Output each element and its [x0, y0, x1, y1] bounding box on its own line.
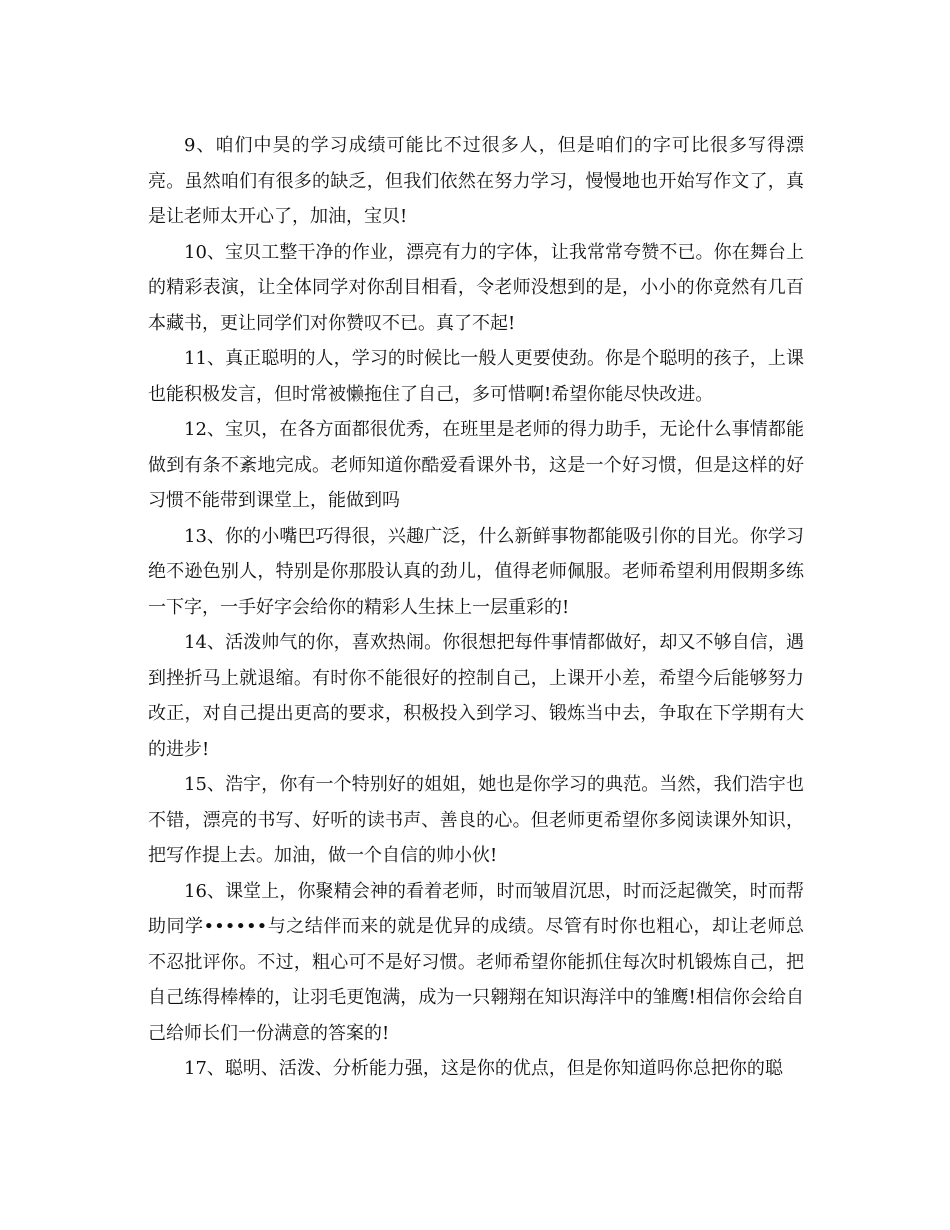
comment-paragraph-10: 10、宝贝工整干净的作业，漂亮有力的字体，让我常常夸赞不已。你在舞台上的精彩表演，让全体同学对你刮目相看，令老师没想到的是，小小的你竟然有几百本藏书，更让同学们对你赞叹不已。真了不起!	[148, 241, 804, 334]
comment-paragraph-13: 13、你的小嘴巴巧得很，兴趣广泛，什么新鲜事物都能吸引你的目光。你学习绝不逊色别人，特别是你那股认真的劲儿，值得老师佩服。老师希望利用假期多练一下字，一手好字会给你的精彩人生抹上一层重彩的!	[148, 525, 804, 618]
document-body	[148, 128, 804, 1087]
comment-paragraph-12: 12、宝贝，在各方面都很优秀，在班里是老师的得力助手，无论什么事情都能做到有条不紊地完成。老师知道你酷爱看课外书，这是一个好习惯，但是这样的好习惯不能带到课堂上，能做到吗	[148, 419, 804, 511]
comment-paragraph-15: 15、浩宇，你有一个特别好的姐姐，她也是你学习的典范。当然，我们浩宇也不错，漂亮的书写、好听的读书声、善良的心。但老师更希望你多阅读课外知识，把写作提上去。加油，做一个自信的帅小伙!	[148, 774, 804, 866]
comment-paragraph-17: 17、聪明、活泼、分析能力强，这是你的优点，但是你知道吗你总把你的聪	[184, 1058, 783, 1079]
comment-paragraph-16: 16、课堂上，你聚精会神的看着老师，时而皱眉沉思，时而泛起微笑，时而帮助同学••••••与之结伴而来的就是优异的成绩。尽管有时你也粗心，却让老师总不忍批评你。不过，粗心可不是好习惯。老师希望你能抓住每次时机锻炼自己，把自己练得棒棒的，让羽毛更饱满，成为一只翱翔在知识海洋中的雏鹰!相信你会给自己给师长们一份满意的答案的!	[148, 880, 804, 1044]
comment-paragraph-11: 11、真正聪明的人，学习的时候比一般人更要使劲。你是个聪明的孩子，上课也能积极发言，但时常被懒拖住了自己，多可惜啊!希望你能尽快改进。	[148, 348, 804, 405]
comment-paragraph-14: 14、活泼帅气的你，喜欢热闹。你很想把每件事情都做好，却又不够自信，遇到挫折马上就退缩。有时你不能很好的控制自己，上课开小差，希望今后能够努力改正，对自己提出更高的要求，积极投入到学习、锻炼当中去，争取在下学期有大的进步!	[148, 632, 804, 760]
comment-paragraph-9: 9、咱们中昊的学习成绩可能比不过很多人，但是咱们的字可比很多写得漂亮。虽然咱们有很多的缺乏，但我们依然在努力学习，慢慢地也开始写作文了，真是让老师太开心了，加油，宝贝!	[148, 135, 804, 227]
